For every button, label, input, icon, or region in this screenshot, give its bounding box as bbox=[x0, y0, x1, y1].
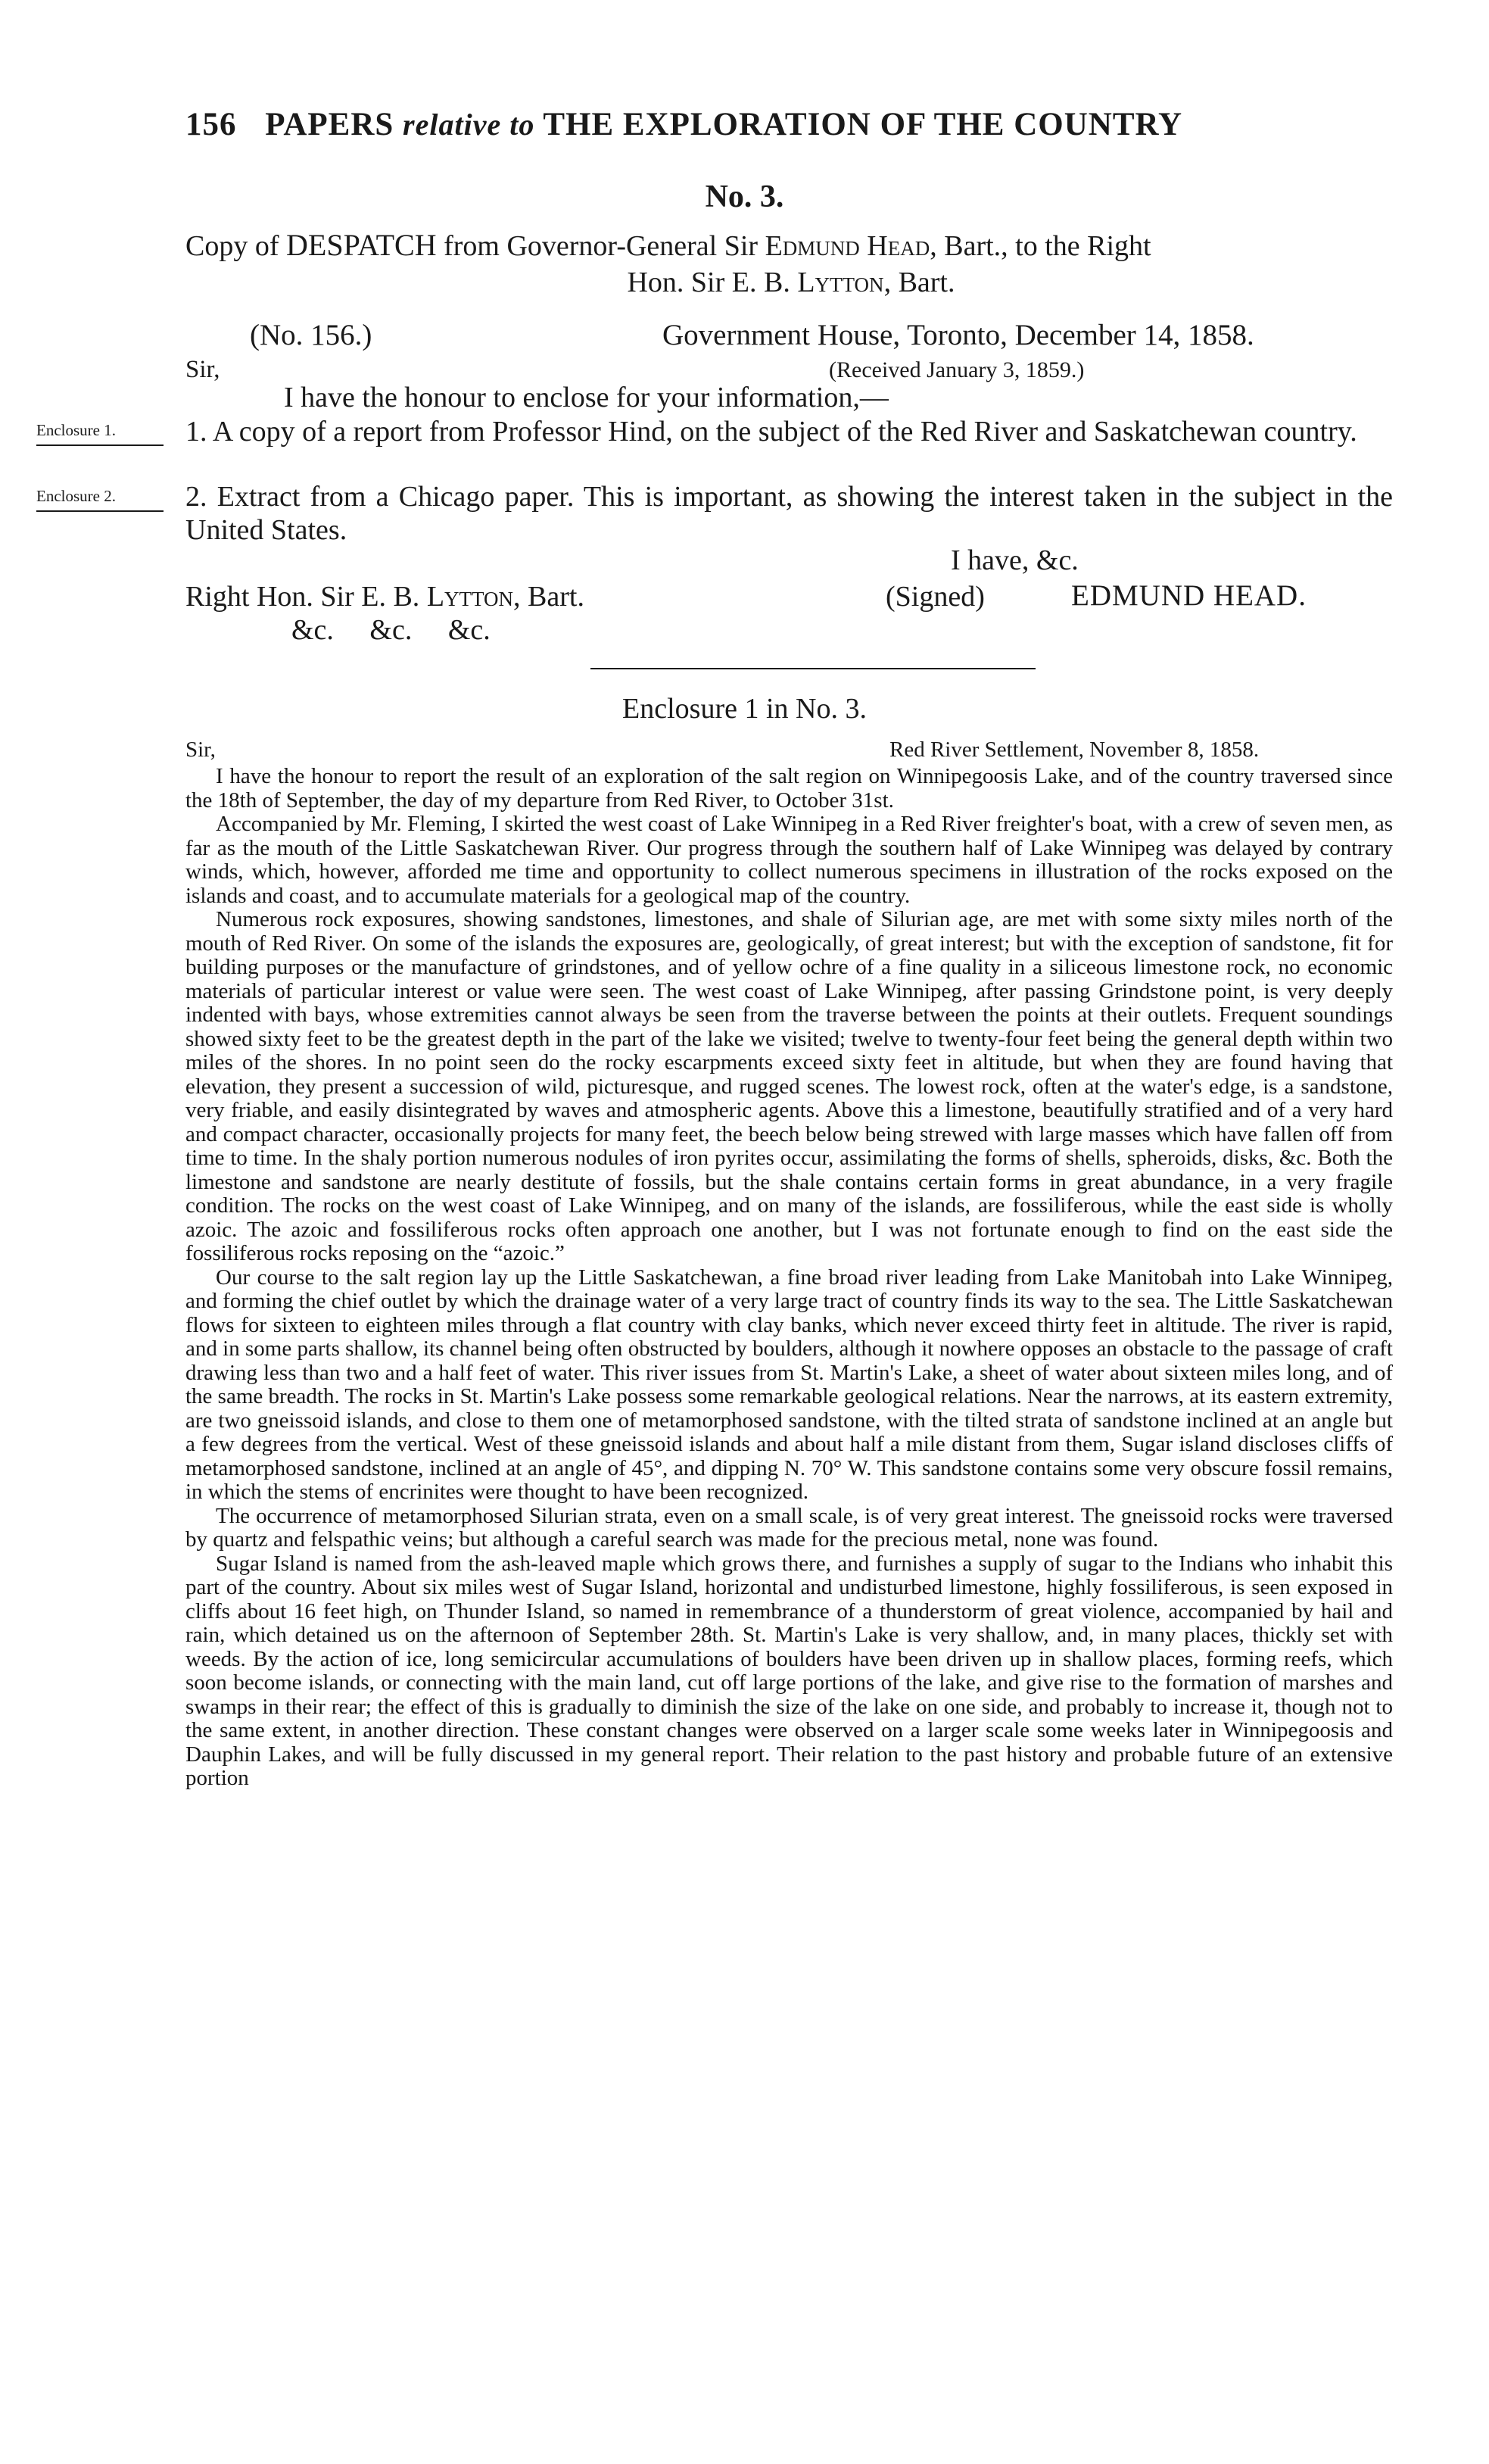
running-head bbox=[185, 106, 1366, 143]
copy-of-label: Copy of bbox=[185, 230, 279, 262]
addressee-etc: &c. &c. &c. bbox=[291, 614, 491, 646]
enclosure-2-margin-note: Enclosure 2. bbox=[36, 487, 164, 512]
from-label: from Governor-General Sir bbox=[444, 230, 759, 262]
report-paragraph: Accompanied by Mr. Fleming, I skirted the west coast of Lake Winnipeg in a Red River freighter's boat, with a crew of seven men, as far as the mouth of the Little Saskatchewan River. Our progress through the southern half of Lake Winnipeg was delayed by contrary winds, which, however, afforded me time and opportunity to collect numerous specimens in illustration of the rocks exposed on the islands and coast, and to accumulate materials for a geological map of the country. bbox=[185, 812, 1393, 908]
running-head-prefix: PAPERS bbox=[265, 107, 394, 142]
report-paragraph: I have the honour to report the result of an exploration of the salt region on Winnipegoosis Lake, and of the country traversed since the 18th of September, the day of my departure from Red River, to October 31st. bbox=[185, 764, 1393, 812]
bart-label: , Bart. bbox=[883, 267, 955, 298]
report-place-date: Red River Settlement, November 8, 1858. bbox=[889, 738, 1260, 762]
bart-to-label: , Bart., to the Right bbox=[930, 230, 1151, 262]
enclosure-1-margin-note: Enclosure 1. bbox=[36, 421, 164, 446]
document-number: No. 3. bbox=[705, 179, 784, 214]
page-number: 156 bbox=[185, 107, 237, 142]
received-date: (Received January 3, 1859.) bbox=[829, 357, 1085, 382]
closing: I have, &c. bbox=[951, 544, 1079, 576]
enclosure-1-text: 1. A copy of a report from Professor Hind, on the subject of the Red River and Saskatchewan country. bbox=[185, 416, 1357, 448]
running-head-italic: relative to bbox=[403, 108, 535, 142]
enclosure-1-item bbox=[185, 415, 1393, 448]
hon-prefix: Hon. Sir E. B. bbox=[627, 267, 790, 298]
signed-label: (Signed) bbox=[886, 581, 985, 613]
governor-name: Edmund Head bbox=[765, 230, 930, 262]
place-date: Government House, Toronto, December 14, 1858. bbox=[662, 319, 1254, 351]
addressee-prefix: Right Hon. Sir E. B. bbox=[185, 581, 420, 613]
report-paragraph: Our course to the salt region lay up the Little Saskatchewan, a fine broad river leading from Lake Manitobah into Lake Winnipeg, and forming the chief outlet by which the drainage water of a very large tract of country finds its way to the sea. The Little Saskatchewan flows for sixteen to eighteen miles through a flat country with clay banks, which never exceed thirty feet in altitude. The river is rapid, and in some parts shallow, its channel being often obstructed by boulders, although it nowhere opposes an obstacle to the passage of craft drawing less than two and a half feet of water. This river issues from St. Martin's Lake, a sheet of water about sixteen miles long, and of the same breadth. The rocks in St. Martin's Lake possess some remarkable geological relations. Near the narrows, at its eastern extremity, are two gneissoid islands, and close to them one of metamorphosed sandstone, with the tilted strata of sandstone inclined at an angle but a few degrees from the vertical. West of these gneissoid islands and about half a mile distant from them, Sugar island discloses cliffs of metamorphosed sandstone, inclined at an angle of 45°, and dipping N. 70° W. This sandstone contains some very obscure fossil remains, in which the stems of encrinites were thought to have been recognized. bbox=[185, 1265, 1393, 1504]
enclosure-heading: Enclosure 1 in No. 3. bbox=[622, 693, 867, 725]
despatch-title bbox=[185, 227, 1397, 301]
enclosure-2-text: 2. Extract from a Chicago paper. This is important, as showing the interest taken in the subject in the United States. bbox=[185, 481, 1393, 546]
addressee-suffix: , Bart. bbox=[513, 581, 584, 613]
report-paragraph: The occurrence of metamorphosed Silurian strata, even on a small scale, is of very great interest. The gneissoid rocks were traversed by quartz and felspathic veins; but although a careful search was made for the precious metal, none was found. bbox=[185, 1503, 1393, 1552]
despatch-title-line-1 bbox=[185, 227, 1397, 264]
report-salutation: Sir, bbox=[185, 738, 216, 762]
despatch-number: (No. 156.) bbox=[250, 319, 372, 351]
despatch-title-line-2 bbox=[185, 264, 1397, 301]
signer-name: EDMUND HEAD. bbox=[1071, 579, 1307, 612]
report-paragraph: Numerous rock exposures, showing sandstones, limestones, and shale of Silurian age, are met with some sixty miles north of the mouth of Red River. On some of the islands the exposures are, geologically, of great interest; but with the exception of sandstone, fit for building purposes or the manufacture of grindstones, and of yellow ochre of a fine quality in a siliceous limestone rock, no economic materials of particular interest or value were seen. The west coast of Lake Winnipeg, after passing Grindstone point, is very deeply indented with bays, whose extremities cannot always be seen from the traverse between the points at their outlets. Frequent soundings showed sixty feet to be the greatest depth in the part of the lake we visited; twelve to twenty-four feet being the general depth within two miles of the shores. In no point seen do the rocky escarpments exceed sixty feet in altitude, but when they are found having that elevation, they present a succession of wild, picturesque, and rugged scenes. The lowest rock, often at the water's edge, is a sandstone, very friable, and easily disintegrated by waves and atmospheric agents. Above this a limestone, beautifully stratified and of a very hard and compact character, occasionally projects for many feet, the beech below being strewed with large masses which have fallen off from time to time. In the shaly portion numerous nodules of iron pyrites occur, assimilating the forms of shells, spheroids, disks, &c. Both the limestone and sandstone are nearly destitute of fossils, but the shale contains certain forms in great abundance, in a very fragile condition. The rocks on the west coast of Lake Winnipeg, and on many of the islands, are fossiliferous, while the east side is wholly azoic. The azoic and fossiliferous rocks often approach one another, but I was not fortunate enough to find on the east side the fossiliferous rocks reposing on the “azoic.” bbox=[185, 907, 1393, 1265]
section-divider bbox=[590, 668, 1036, 669]
intro-line: I have the honour to enclose for your information,— bbox=[284, 382, 889, 413]
despatch-label: DESPATCH bbox=[286, 228, 437, 262]
recipient-name: Lytton bbox=[797, 267, 884, 298]
running-head-suffix: THE EXPLORATION OF THE COUNTRY bbox=[543, 107, 1183, 142]
addressee-line bbox=[185, 580, 584, 613]
report-body bbox=[185, 765, 1393, 1791]
addressee-name: Lytton bbox=[426, 581, 514, 613]
salutation: Sir, bbox=[185, 356, 220, 383]
report-paragraph: Sugar Island is named from the ash-leaved maple which grows there, and furnishes a supply of sugar to the Indians who inhabit this part of the country. About six miles west of Sugar Island, horizontal and undisturbed limestone, highly fossiliferous, is seen exposed in cliffs about 16 feet high, on Thunder Island, so named in remembrance of a thunderstorm of great violence, accompanied by hail and rain, which detained us on the afternoon of September 28th. St. Martin's Lake is very shallow, and, in many places, thickly set with weeds. By the action of ice, long semicircular accumulations of boulders have been driven up in shallow places, forming reefs, which soon become islands, or connecting with the main land, cut off large portions of the lake, and give rise to the formation of marshes and swamps in their rear; the effect of this is gradually to diminish the size of the lake on one side, and probably to increase it, though not to the same extent, in another direction. These constant changes were observed on a larger scale some weeks later in Winnipegoosis and Dauphin Lakes, and will be fully discussed in my general report. Their relation to the past history and probable future of an extensive portion bbox=[185, 1551, 1393, 1790]
enclosure-2-item bbox=[185, 480, 1393, 547]
